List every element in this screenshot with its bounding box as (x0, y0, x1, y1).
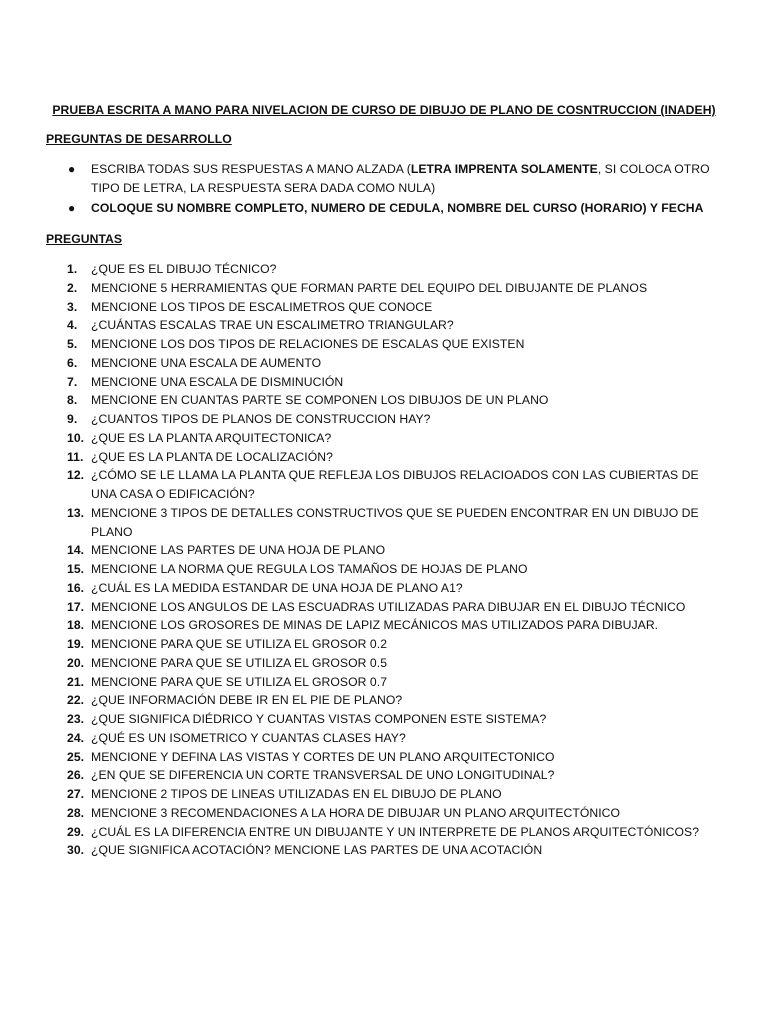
question-number: 10. (67, 430, 85, 445)
question-number: 14. (67, 543, 85, 558)
question-text: ¿CUÁL ES LA DIFERENCIA ENTRE UN DIBUJANTE Y UN INTERPRETE DE PLANOS ARQUITECTÓNICOS? (91, 824, 700, 839)
question-text: ¿QUÉ ES UN ISOMETRICO Y CUANTAS CLASES HAY? (91, 730, 406, 745)
bullet-icon: ● (68, 201, 76, 215)
instructions-list (46, 160, 722, 218)
question-item (46, 616, 722, 635)
question-text: ¿QUE SIGNIFICA DIÉDRICO Y CUANTAS VISTAS COMPONEN ESTE SISTEMA? (91, 712, 547, 726)
question-text: MENCIONE LOS GROSORES DE MINAS DE LAPIZ MECÁNICOS MAS UTILIZADOS PARA DIBUJAR. (91, 618, 659, 633)
instruction-text-post: , SI COLOCA OTRO TIPO DE LETRA, LA RESPUESTA SERA DADA COMO NULA) (91, 162, 710, 195)
question-item (46, 541, 722, 560)
question-number: 17. (67, 599, 85, 614)
question-item (46, 316, 722, 335)
question-item (46, 598, 722, 617)
question-text: MENCIONE LAS PARTES DE UNA HOJA DE PLANO (91, 543, 386, 558)
question-text: ¿CUÁL ES LA MEDIDA ESTANDAR DE UNA HOJA DE PLANO A1? (91, 580, 463, 595)
question-number: 20. (67, 655, 85, 670)
question-number: 13. (67, 505, 85, 520)
question-number: 8. (67, 393, 78, 408)
question-text: ¿CÓMO SE LE LLAMA LA PLANTA QUE REFLEJA LOS DIBUJOS RELACIOADOS CON LAS CUBIERTAS DE UNA CASA O EDIFICACIÓN? (91, 468, 699, 501)
question-text: ¿QUE SIGNIFICA ACOTACIÓN? MENCIONE LAS PARTES DE UNA ACOTACIÓN (91, 843, 543, 858)
question-item (46, 504, 722, 542)
question-number: 26. (67, 768, 85, 783)
question-item (46, 448, 722, 467)
instruction-text-pre: ESCRIBA TODAS SUS RESPUESTAS A MANO ALZADA ( (91, 162, 411, 176)
question-item (46, 823, 722, 842)
question-number: 29. (67, 824, 85, 839)
question-item (46, 804, 722, 823)
question-text: MENCIONE 2 TIPOS DE LINEAS UTILIZADAS EN EL DIBUJO DE PLANO (91, 787, 502, 801)
question-number: 18. (67, 618, 85, 633)
question-number: 3. (67, 299, 78, 314)
question-text: MENCIONE 3 TIPOS DE DETALLES CONSTRUCTIVOS QUE SE PUEDEN ENCONTRAR EN UN DIBUJO DE PLANO (91, 505, 699, 539)
question-item (46, 654, 722, 673)
question-number: 22. (67, 693, 85, 708)
question-text: MENCIONE 3 RECOMENDACIONES A LA HORA DE DIBUJAR UN PLANO ARQUITECTÓNICO (91, 805, 621, 820)
bullet-icon: ● (68, 162, 76, 176)
question-text: MENCIONE LOS ANGULOS DE LAS ESCUADRAS UTILIZADAS PARA DIBUJAR EN EL DIBUJO TÉCNICO (91, 599, 686, 614)
question-text: ¿QUE ES LA PLANTA DE LOCALIZACIÓN? (91, 449, 333, 464)
document-title: PRUEBA ESCRITA A MANO PARA NIVELACION DE CURSO DE DIBUJO DE PLANO DE COSNTRUCCION (INADEH) (52, 103, 716, 117)
question-text: MENCIONE PARA QUE SE UTILIZA EL GROSOR 0.5 (91, 655, 388, 670)
question-item (46, 841, 722, 860)
question-text: ¿QUE ES LA PLANTA ARQUITECTONICA? (91, 430, 332, 445)
question-item (46, 691, 722, 710)
question-number: 21. (67, 674, 85, 689)
questions-list (46, 260, 722, 860)
question-item (46, 429, 722, 448)
question-number: 12. (67, 468, 85, 483)
question-item (46, 710, 722, 729)
question-number: 6. (67, 355, 78, 370)
question-item (46, 748, 722, 767)
question-text: MENCIONE Y DEFINA LAS VISTAS Y CORTES DE UN PLANO ARQUITECTONICO (91, 749, 555, 764)
question-item (46, 335, 722, 354)
instruction-text: COLOQUE SU NOMBRE COMPLETO, NUMERO DE CEDULA, NOMBRE DEL CURSO (HORARIO) Y FECHA (91, 201, 704, 215)
question-text: ¿CUÁNTAS ESCALAS TRAE UN ESCALIMETRO TRIANGULAR? (91, 318, 454, 333)
question-number: 27. (67, 787, 85, 801)
question-number: 19. (67, 637, 85, 651)
question-number: 28. (67, 805, 85, 820)
question-text: ¿QUE ES EL DIBUJO TÉCNICO? (91, 262, 277, 276)
question-text: MENCIONE PARA QUE SE UTILIZA EL GROSOR 0.7 (91, 674, 388, 689)
question-text: ¿CUANTOS TIPOS DE PLANOS DE CONSTRUCCION HAY? (91, 412, 431, 426)
question-item (46, 579, 722, 598)
question-number: 9. (67, 412, 78, 426)
question-text: MENCIONE PARA QUE SE UTILIZA EL GROSOR 0.2 (91, 637, 388, 651)
question-number: 24. (67, 730, 85, 745)
section-heading-development: PREGUNTAS DE DESARROLLO (46, 132, 232, 146)
question-number: 23. (67, 712, 85, 726)
question-item (46, 373, 722, 392)
question-text: MENCIONE EN CUANTAS PARTE SE COMPONEN LOS DIBUJOS DE UN PLANO (91, 393, 549, 408)
question-item (46, 391, 722, 410)
question-item (46, 279, 722, 298)
question-item (46, 466, 722, 504)
question-item (46, 766, 722, 785)
question-text: MENCIONE UNA ESCALA DE AUMENTO (91, 355, 322, 370)
question-item (46, 635, 722, 654)
question-number: 5. (67, 337, 78, 351)
question-item (46, 410, 722, 429)
question-number: 7. (67, 374, 78, 389)
question-number: 1. (67, 262, 78, 276)
question-text: MENCIONE LOS TIPOS DE ESCALIMETROS QUE CONOCE (91, 299, 433, 314)
instruction-item (46, 160, 722, 198)
question-number: 2. (67, 280, 78, 295)
question-item (46, 673, 722, 692)
section-heading-questions: PREGUNTAS (46, 232, 123, 246)
instruction-item (46, 199, 722, 218)
question-item (46, 729, 722, 748)
question-number: 30. (67, 843, 85, 858)
question-text: MENCIONE 5 HERRAMIENTAS QUE FORMAN PARTE DEL EQUIPO DEL DIBUJANTE DE PLANOS (91, 280, 648, 295)
question-item (46, 298, 722, 317)
question-item (46, 785, 722, 804)
question-item (46, 560, 722, 579)
question-number: 25. (67, 749, 85, 764)
instruction-text-bold: LETRA IMPRENTA SOLAMENTE (410, 162, 598, 176)
question-number: 11. (67, 449, 84, 464)
question-text: ¿EN QUE SE DIFERENCIA UN CORTE TRANSVERSAL DE UNO LONGITUDINAL? (91, 768, 555, 783)
question-number: 15. (67, 562, 85, 576)
question-text: MENCIONE LOS DOS TIPOS DE RELACIONES DE ESCALAS QUE EXISTEN (91, 337, 525, 351)
question-text: ¿QUE INFORMACIÓN DEBE IR EN EL PIE DE PLANO? (91, 693, 403, 708)
question-text: MENCIONE LA NORMA QUE REGULA LOS TAMAÑOS DE HOJAS DE PLANO (91, 562, 528, 576)
question-item (46, 260, 722, 279)
question-item (46, 354, 722, 373)
question-text: MENCIONE UNA ESCALA DE DISMINUCIÓN (91, 374, 344, 389)
question-number: 16. (67, 580, 85, 595)
question-number: 4. (67, 318, 78, 333)
